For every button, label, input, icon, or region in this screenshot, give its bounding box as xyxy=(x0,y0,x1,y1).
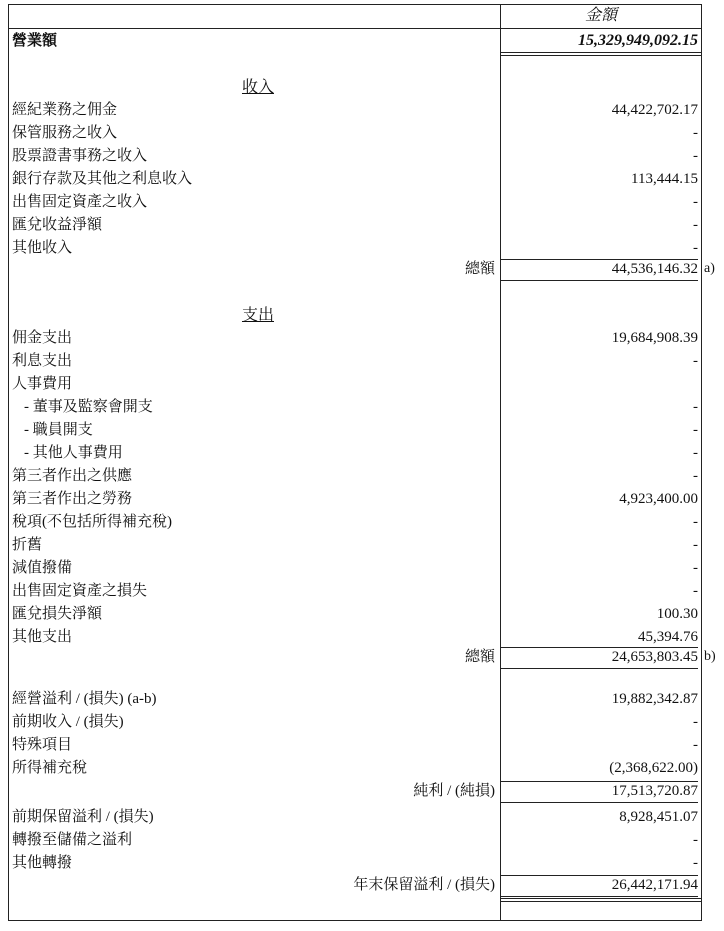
income-total-label: 總額 xyxy=(464,261,495,277)
operating-amount-row xyxy=(12,30,702,52)
expense-total-note: b) xyxy=(704,649,716,664)
line-item-row xyxy=(12,829,702,851)
line-item-label: 股票證書事務之收入 xyxy=(12,148,148,164)
line-item-row xyxy=(12,122,702,144)
operating-underline-1 xyxy=(500,52,702,53)
line-item-row xyxy=(12,350,702,372)
expense-title-row xyxy=(12,305,702,327)
operating-amount-label: 營業額 xyxy=(12,33,58,49)
line-item-value: 19,684,908.39 xyxy=(611,330,698,346)
line-item-row xyxy=(12,168,702,190)
expense-total-row xyxy=(12,646,716,668)
line-item-row xyxy=(12,327,702,349)
expense-total-value: 24,653,803.45 xyxy=(611,649,698,665)
income-total-value: 44,536,146.32 xyxy=(611,261,698,277)
line-item-row xyxy=(12,191,702,213)
line-item-row xyxy=(12,852,702,874)
final-underline-2 xyxy=(500,901,702,902)
line-item-row xyxy=(12,99,702,121)
line-item-label: 出售固定資產之損失 xyxy=(12,583,148,599)
line-item-label: - 其他人事費用 xyxy=(24,445,123,461)
line-item-value: - xyxy=(693,148,698,164)
net-profit-label: 純利 / (純損) xyxy=(413,783,495,799)
line-item-label: 出售固定資產之收入 xyxy=(12,194,148,210)
line-item-label: 第三者作出之供應 xyxy=(12,468,133,484)
income-total-note: a) xyxy=(704,261,715,276)
line-item-label: 減值撥備 xyxy=(12,560,73,576)
line-item-value: - xyxy=(693,422,698,438)
line-item-value: - xyxy=(693,240,698,256)
line-item-value: - xyxy=(693,832,698,848)
line-item-label: 特殊項目 xyxy=(12,737,73,753)
retained-end-row xyxy=(12,874,702,896)
income-title-row xyxy=(12,77,702,99)
line-item-value: 45,394.76 xyxy=(638,629,698,645)
line-item-label: - 董事及監察會開支 xyxy=(24,399,153,415)
line-item-label: 保管服務之收入 xyxy=(12,125,118,141)
line-item-row xyxy=(12,396,702,418)
line-item-value: 4,923,400.00 xyxy=(619,491,698,507)
line-item-label: 銀行存款及其他之利息收入 xyxy=(12,171,193,187)
line-item-row xyxy=(12,419,702,441)
line-item-label: 佣金支出 xyxy=(12,330,73,346)
net-profit-row xyxy=(12,780,702,802)
line-item-label: 人事費用 xyxy=(12,376,73,392)
operating-underline-2 xyxy=(500,55,702,56)
line-item-value: - xyxy=(693,583,698,599)
line-item-value: 113,444.15 xyxy=(631,171,698,187)
line-item-row xyxy=(12,806,702,828)
line-item-label: 經紀業務之佣金 xyxy=(12,102,118,118)
line-item-label: 轉撥至儲備之溢利 xyxy=(12,832,133,848)
line-item-label: 前期收入 / (損失) xyxy=(12,714,124,730)
income-section-title: 收入 xyxy=(241,79,274,96)
line-item-row xyxy=(12,145,702,167)
line-item-value: 100.30 xyxy=(656,606,698,622)
line-item-value: 19,882,342.87 xyxy=(611,691,698,707)
line-item-value: - xyxy=(693,855,698,871)
line-item-label: 折舊 xyxy=(12,537,43,553)
line-item-value: - xyxy=(693,537,698,553)
line-item-row xyxy=(12,626,702,648)
line-item-row xyxy=(12,488,702,510)
line-item-row xyxy=(12,688,702,710)
header-divider xyxy=(8,28,702,29)
line-item-row xyxy=(12,214,702,236)
line-item-value: - xyxy=(693,125,698,141)
line-item-row xyxy=(12,373,702,395)
line-item-row xyxy=(12,757,702,779)
line-item-row xyxy=(12,734,702,756)
amount-column-header: 金額 xyxy=(584,7,617,24)
line-item-label: 第三者作出之勞務 xyxy=(12,491,133,507)
line-item-value: - xyxy=(693,399,698,415)
line-item-label: 其他支出 xyxy=(12,629,73,645)
line-item-value: - xyxy=(693,514,698,530)
line-item-row xyxy=(12,465,702,487)
line-item-value: (2,368,622.00) xyxy=(609,760,698,776)
line-item-row xyxy=(12,534,702,556)
line-item-row xyxy=(12,557,702,579)
line-item-value: - xyxy=(693,445,698,461)
expense-total-label: 總額 xyxy=(464,649,495,665)
line-item-label: - 職員開支 xyxy=(24,422,93,438)
line-item-row xyxy=(12,603,702,625)
line-item-label: 其他轉撥 xyxy=(12,855,73,871)
line-item-label: 經營溢利 / (損失) (a-b) xyxy=(12,691,157,707)
line-item-row xyxy=(12,442,702,464)
retained-end-label: 年末保留溢利 / (損失) xyxy=(353,877,495,893)
line-item-label: 利息支出 xyxy=(12,353,73,369)
line-item-label: 其他收入 xyxy=(12,240,73,256)
line-item-value: - xyxy=(693,217,698,233)
operating-amount-value: 15,329,949,092.15 xyxy=(578,32,698,49)
line-item-label: 稅項(不包括所得補充稅) xyxy=(12,514,172,530)
line-item-value: 44,422,702.17 xyxy=(611,102,698,118)
expense-section-title: 支出 xyxy=(241,307,274,324)
line-item-value: - xyxy=(693,560,698,576)
line-item-value: 8,928,451.07 xyxy=(619,809,698,825)
line-item-value: - xyxy=(693,714,698,730)
income-total-row xyxy=(12,258,715,280)
line-item-label: 匯兌損失淨額 xyxy=(12,606,103,622)
line-item-row xyxy=(12,237,702,259)
line-item-label: 匯兌收益淨額 xyxy=(12,217,103,233)
line-item-row xyxy=(12,711,702,733)
final-underline-1 xyxy=(500,898,702,899)
line-item-value: - xyxy=(693,468,698,484)
line-item-label: 前期保留溢利 / (損失) xyxy=(12,809,154,825)
retained-end-value: 26,442,171.94 xyxy=(611,877,698,893)
line-item-value: - xyxy=(693,194,698,210)
net-profit-value: 17,513,720.87 xyxy=(611,783,698,799)
line-item-row xyxy=(12,580,702,602)
line-item-row xyxy=(12,511,702,533)
line-item-value: - xyxy=(693,353,698,369)
line-item-value: - xyxy=(693,737,698,753)
line-item-label: 所得補充稅 xyxy=(12,760,88,776)
